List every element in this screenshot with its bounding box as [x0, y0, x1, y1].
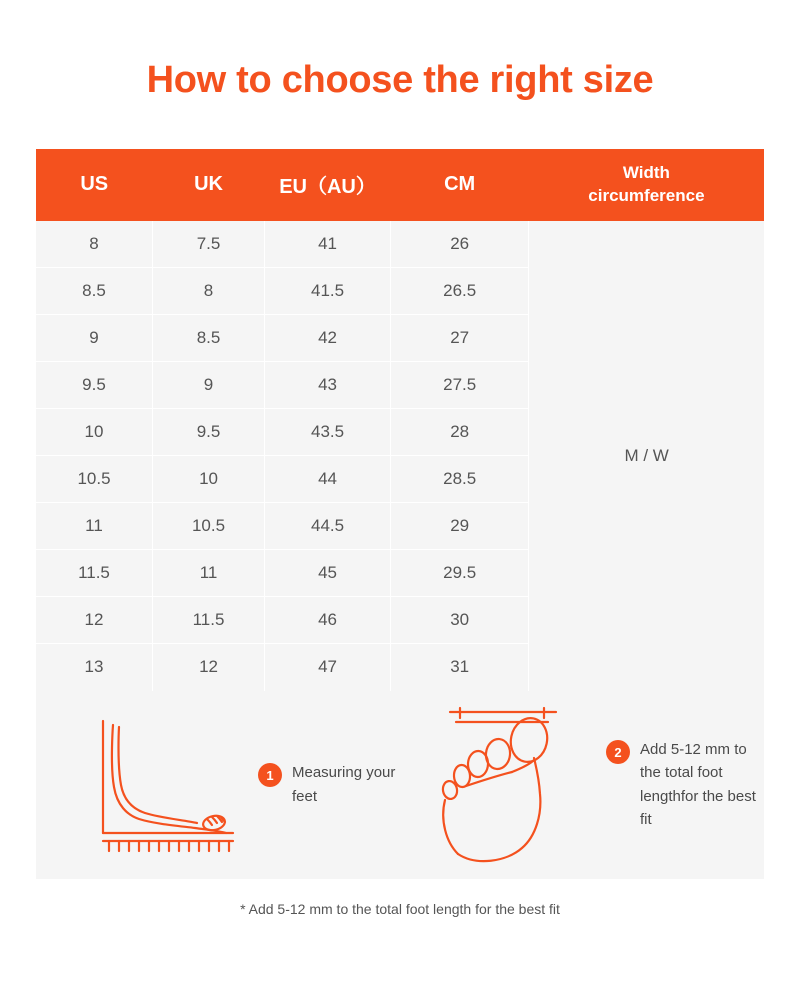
- cell-cm: 29: [391, 503, 529, 550]
- size-table-container: [36, 149, 764, 691]
- step-text: Add 5-12 mm to the total foot lengthfor the best fit: [640, 741, 756, 828]
- cell-cm: 27.5: [391, 362, 529, 409]
- cell-eu: 44: [265, 456, 391, 503]
- cell-us: 10: [36, 409, 152, 456]
- cell-us: 12: [36, 597, 152, 644]
- cell-uk: 10: [152, 456, 264, 503]
- step-number-badge: 2: [606, 740, 630, 764]
- cell-uk: 10.5: [152, 503, 264, 550]
- cell-cm: 31: [391, 644, 529, 691]
- cell-us: 9: [36, 315, 152, 362]
- cell-cm: 28.5: [391, 456, 529, 503]
- cell-cm: 26.5: [391, 268, 529, 315]
- cell-us: 11: [36, 503, 152, 550]
- cell-us: 13: [36, 644, 152, 691]
- cell-eu: 43.5: [265, 409, 391, 456]
- column-header-cm: CM: [391, 149, 529, 221]
- cell-uk: 8.5: [152, 315, 264, 362]
- column-header-eu: EU（AU）: [265, 149, 391, 221]
- cell-cm: 29.5: [391, 550, 529, 597]
- table-row: [36, 221, 764, 268]
- cell-eu: 47: [265, 644, 391, 691]
- cell-uk: 11: [152, 550, 264, 597]
- cell-uk: 8: [152, 268, 264, 315]
- cell-cm: 28: [391, 409, 529, 456]
- column-header-width-line1: Width: [622, 162, 670, 182]
- cell-width: M / W: [529, 221, 764, 691]
- cell-eu: 43: [265, 362, 391, 409]
- table-header: [36, 149, 764, 221]
- cell-us: 9.5: [36, 362, 152, 409]
- cell-us: 10.5: [36, 456, 152, 503]
- cell-uk: 7.5: [152, 221, 264, 268]
- cell-eu: 42: [265, 315, 391, 362]
- cell-uk: 12: [152, 644, 264, 691]
- cell-eu: 45: [265, 550, 391, 597]
- table-body: [36, 221, 764, 691]
- step-2: [606, 738, 764, 831]
- step-text: Measuring your feet: [292, 764, 396, 805]
- cell-eu: 41.5: [265, 268, 391, 315]
- cell-us: 8: [36, 221, 152, 268]
- cell-cm: 26: [391, 221, 529, 268]
- cell-eu: 41: [265, 221, 391, 268]
- cell-us: 11.5: [36, 550, 152, 597]
- measurement-instructions: [36, 691, 764, 879]
- cell-eu: 44.5: [265, 503, 391, 550]
- foot-side-ruler-icon: [78, 700, 258, 870]
- step-number-badge: 1: [258, 763, 282, 787]
- instruction-step-1: [36, 691, 400, 879]
- cell-us: 8.5: [36, 268, 152, 315]
- cell-uk: 11.5: [152, 597, 264, 644]
- column-header-us: US: [36, 149, 152, 221]
- size-table: [36, 149, 764, 691]
- footnote: * Add 5-12 mm to the total foot length for the best fit: [240, 900, 560, 917]
- cell-uk: 9.5: [152, 409, 264, 456]
- column-header-width-line2: circumference: [588, 185, 705, 205]
- column-header-width: [529, 149, 764, 221]
- cell-uk: 9: [152, 362, 264, 409]
- foot-top-measure-icon: [426, 700, 606, 870]
- page-title: How to choose the right size: [146, 59, 654, 101]
- table-header-row: [36, 149, 764, 221]
- instruction-step-2: [400, 691, 764, 879]
- cell-cm: 27: [391, 315, 529, 362]
- cell-cm: 30: [391, 597, 529, 644]
- step-1: [258, 761, 400, 808]
- column-header-uk: UK: [152, 149, 264, 221]
- cell-eu: 46: [265, 597, 391, 644]
